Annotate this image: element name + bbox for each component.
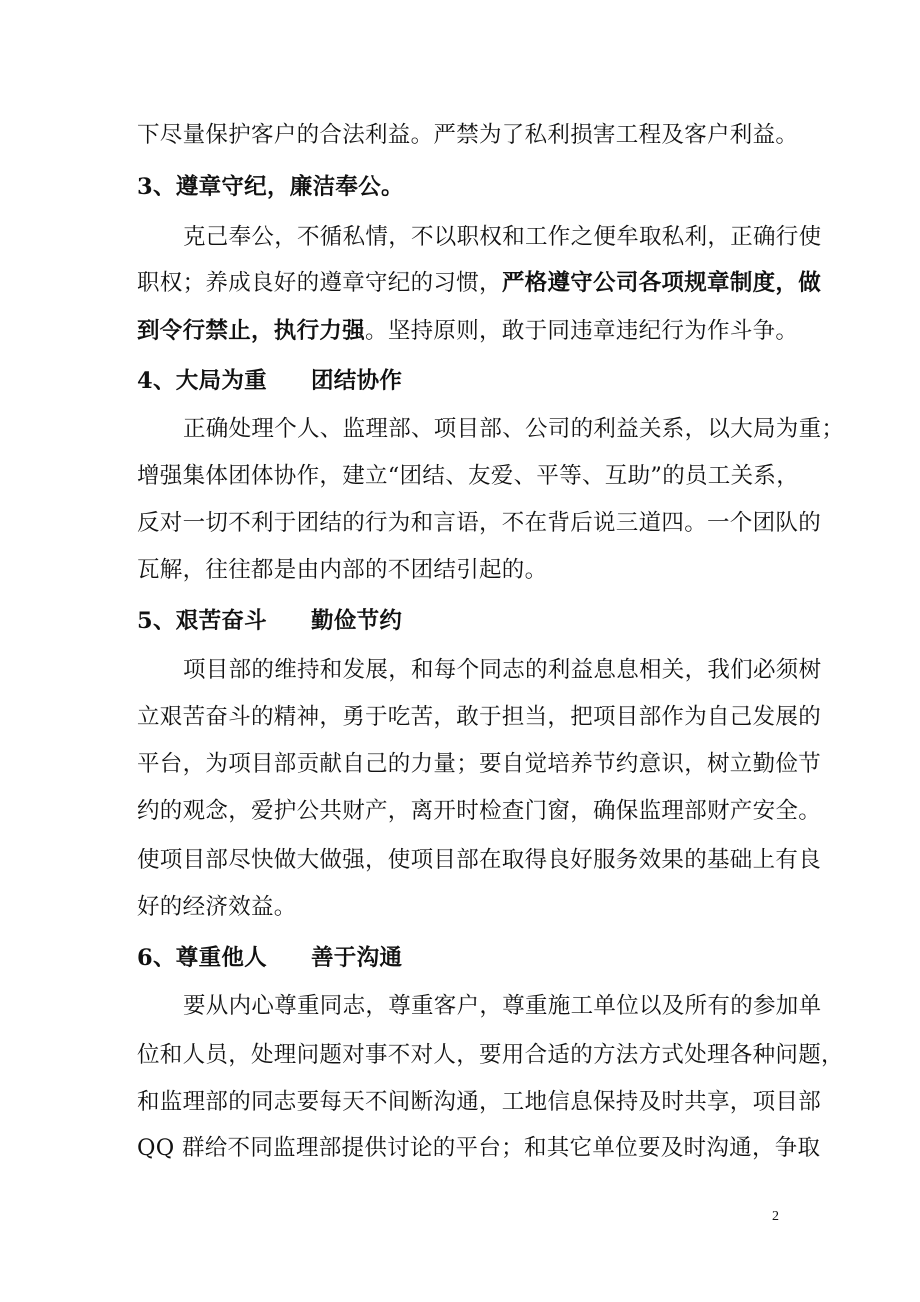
heading-title-part: 大局为重 (175, 368, 267, 394)
heading-title-part: 尊重他人 (175, 945, 267, 971)
heading-number: 3、 (137, 174, 176, 200)
heading-title: 遵章守纪，廉洁奉公。 (175, 174, 404, 200)
heading-title-part: 艰苦奋斗 (175, 608, 267, 634)
paragraph-text: 增强集体团体协作，建立“团结、友爱、平等、互助”的员工关系， (137, 463, 800, 489)
paragraph-text: 下尽量保护客户的合法利益。严禁为了私利损害工程及客户利益。 (137, 122, 799, 148)
paragraph-text: 立艰苦奋斗的精神，勇于吃苦，敢于担当，把项目部作为自己发展的 (137, 704, 822, 730)
heading-number: 6、 (137, 945, 176, 971)
emphasis-text: 到令行禁止，执行力强 (137, 318, 366, 344)
heading-title-part: 团结协作 (310, 368, 403, 394)
paragraph-line (137, 316, 798, 346)
paragraph-text: 位和人员，处理问题对事不对人，要用合适的方法方式处理各种问题， (137, 1042, 844, 1068)
paragraph-text: 。坚持原则，敢于同违章违纪行为作斗争。 (365, 318, 799, 344)
heading-number: 5、 (137, 608, 176, 634)
paragraph-line (137, 555, 547, 585)
paragraph-line (137, 120, 797, 150)
paragraph-text: 好的经济效益。 (137, 894, 297, 920)
paragraph-line (137, 702, 822, 732)
paragraph-line (137, 268, 822, 298)
paragraph-line (137, 461, 800, 491)
paragraph-text: 瓦解，往往都是由内部的不团结引起的。 (137, 557, 548, 583)
paragraph-text: 正确处理个人、监理部、项目部、公司的利益关系，以大局为重； (183, 416, 845, 442)
section-heading-4 (137, 366, 402, 396)
paragraph-line (137, 749, 822, 779)
heading-number: 4、 (137, 368, 176, 394)
section-heading-5 (137, 606, 402, 636)
paragraph-line (183, 222, 822, 252)
paragraph-line (137, 508, 822, 538)
paragraph-text: 职权；养成良好的遵章守纪的习惯， (137, 270, 502, 296)
paragraph-line (183, 655, 822, 685)
heading-title-part: 勤俭节约 (310, 608, 403, 634)
section-heading-3 (137, 172, 404, 202)
paragraph-text: 约的观念，爱护公共财产，离开时检查门窗，确保监理部财产安全。 (137, 798, 822, 824)
paragraph-text: 反对一切不利于团结的行为和言语，不在背后说三道四。一个团队的 (137, 510, 822, 536)
paragraph-text: 和监理部的同志要每天不间断沟通，工地信息保持及时共享，项目部 (137, 1089, 822, 1115)
paragraph-line (183, 991, 822, 1021)
paragraph-text: 要从内心尊重同志，尊重客户，尊重施工单位以及所有的参加单 (183, 993, 822, 1019)
emphasis-text: 严格遵守公司各项规章制度，做 (501, 270, 822, 296)
paragraph-line (137, 1040, 844, 1070)
paragraph-text: 平台，为项目部贡献自己的力量；要自觉培养节约意识，树立勤俭节 (137, 751, 822, 777)
paragraph-text: 项目部的维持和发展，和每个同志的利益息息相关，我们必须树 (183, 657, 822, 683)
paragraph-line (137, 845, 822, 875)
paragraph-line (183, 414, 845, 444)
paragraph-text: 使项目部尽快做大做强，使项目部在取得良好服务效果的基础上有良 (137, 847, 822, 873)
paragraph-line (137, 1133, 821, 1163)
section-heading-6 (137, 943, 402, 973)
page-number: 2 (772, 1209, 779, 1224)
paragraph-text: QQ 群给不同监理部提供讨论的平台；和其它单位要及时沟通，争取 (137, 1135, 821, 1161)
heading-title-part: 善于沟通 (310, 945, 403, 971)
paragraph-line (137, 796, 822, 826)
paragraph-text: 克己奉公，不循私情，不以职权和工作之便牟取私利，正确行使 (183, 224, 822, 250)
paragraph-line (137, 892, 297, 922)
paragraph-line (137, 1087, 822, 1117)
